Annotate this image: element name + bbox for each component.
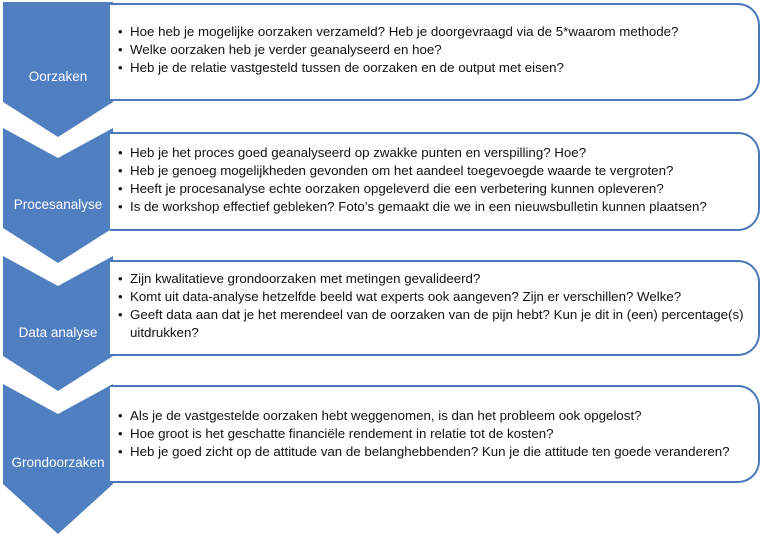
questions-box-oorzaken (110, 3, 760, 101)
question-item: • Heeft je procesanalyse echte oorzaken opgeleverd die een verbetering kunnen opleveren? (116, 180, 748, 198)
question-item: • Is de workshop effectief gebleken? Foto’s gemaakt die we in een nieuwsbulletin kunnen plaatsen? (116, 198, 748, 216)
question-item: • Heb je goed zicht op de attitude van de belanghebbenden? Kun je die attitude ten goede veranderen? (116, 443, 748, 461)
question-item: • Komt uit data-analyse hetzelfde beeld wat experts ook aangeven? Zijn er verschillen? Welke? (116, 288, 748, 306)
question-item: • Zijn kwalitatieve grondoorzaken met metingen gevalideerd? (116, 270, 748, 288)
stage-label-data-analyse: Data analyse (18, 325, 98, 340)
question-item: • Geeft data aan dat je het merendeel van de oorzaken van de pijn hebt? Kun je dit in (een) percentage(s) uitdrukken? (116, 306, 748, 342)
stage-label-oorzaken: Oorzaken (28, 69, 88, 84)
question-item: • Welke oorzaken heb je verder geanalyseerd en hoe? (116, 41, 748, 59)
stage-label-grondoorzaken: Grondoorzaken (11, 455, 105, 470)
questions-box-data-analyse (110, 260, 760, 356)
question-item: • Hoe heb je mogelijke oorzaken verzameld? Heb je doorgevraagd via de 5*waarom methode? (116, 23, 748, 41)
question-item: • Als je de vastgestelde oorzaken hebt weggenomen, is dan het probleem ook opgelost? (116, 407, 748, 425)
questions-box-procesanalyse (110, 132, 760, 231)
question-item: • Heb je het proces goed geanalyseerd op zwakke punten en verspilling? Hoe? (116, 144, 748, 162)
question-item: • Heb je genoeg mogelijkheden gevonden om het aandeel toegevoegde waarde te vergroten? (116, 162, 748, 180)
question-item: • Hoe groot is het geschatte financiële rendement in relatie tot de kosten? (116, 425, 748, 443)
stage-label-procesanalyse: Procesanalyse (13, 197, 103, 212)
question-item: • Heb je de relatie vastgesteld tussen de oorzaken en de output met eisen? (116, 59, 748, 77)
questions-box-grondoorzaken (110, 385, 760, 483)
